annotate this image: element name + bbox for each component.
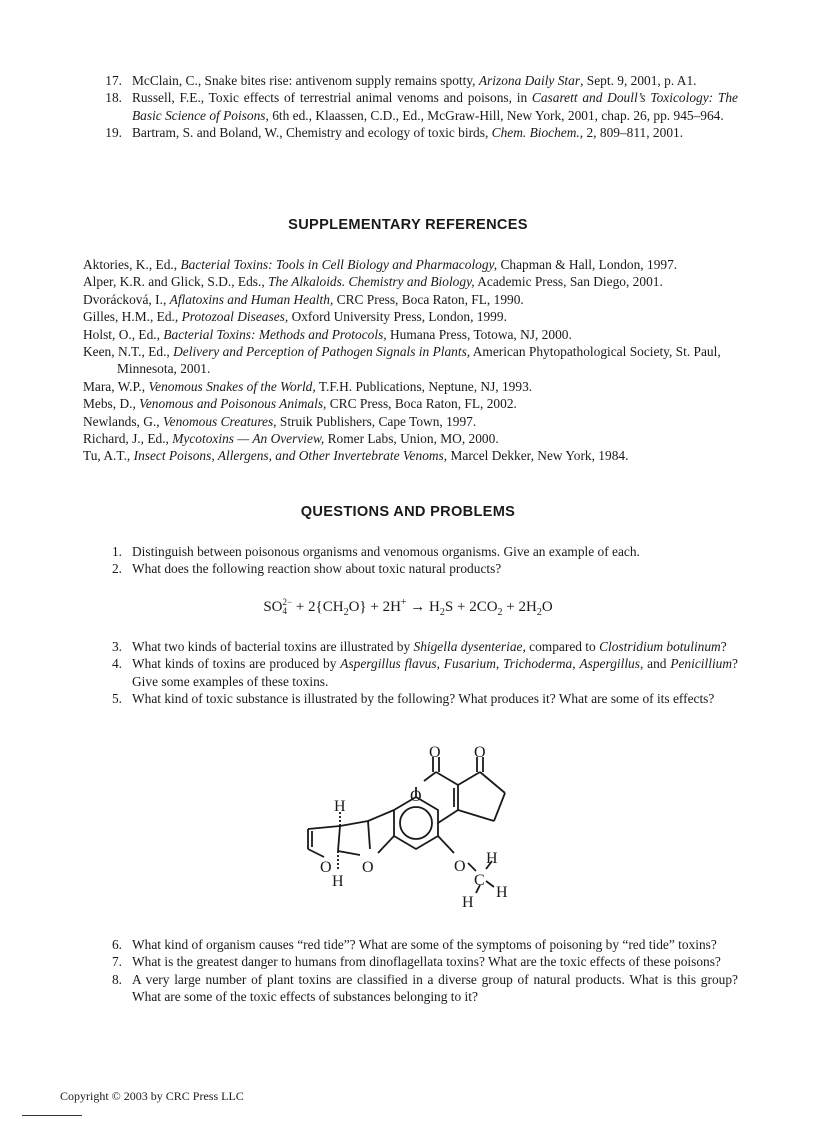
question-3: 3. What two kinds of bacterial toxins are illustrated by Shigella dysenteriae, compared to Clostridium botulinum? — [111, 639, 727, 654]
question-1: 1. Distinguish between poisonous organisms and venomous organisms. Give an example of each. — [111, 544, 640, 559]
supplementary-reference: Gilles, H.M., Ed., Protozoal Diseases, Oxford University Press, London, 1999. — [83, 309, 507, 325]
question-7: 7. What is the greatest danger to humans from dinoflagellata toxins? What are the toxic effects of these poisons? — [111, 954, 721, 970]
aromatic-circle — [400, 807, 432, 839]
questions-heading: QUESTIONS AND PROBLEMS — [300, 504, 516, 520]
atom-label: C — [474, 872, 485, 889]
atom-label: O — [429, 745, 441, 761]
reference-number: 18. — [105, 90, 122, 106]
question-2: 2. What does the following reaction show about toxic natural products? — [111, 561, 502, 577]
question-6: 6. What kind of organism causes “red tide”? What are some of the symptoms of poisoning by “red tide” toxins? — [111, 937, 717, 952]
supplementary-references-heading: SUPPLEMENTARY REFERENCES — [288, 217, 528, 233]
supplementary-reference: Alper, K.R. and Glick, S.D., Eds., The Alkaloids. Chemistry and Biology, Academic Press, San Diego, 2001. — [83, 274, 663, 290]
supplementary-reference: Mebs, D., Venomous and Poisonous Animals, CRC Press, Boca Raton, FL, 2002. — [83, 396, 517, 412]
supplementary-reference: Aktories, K., Ed., Bacterial Toxins: Tools in Cell Biology and Pharmacology, Chapman & Hall, London, 1997. — [83, 257, 678, 272]
supplementary-reference: Richard, J., Ed., Mycotoxins — An Overview, Romer Labs, Union, MO, 2000. — [83, 431, 499, 447]
supplementary-reference: Dvorácková, I., Aflatoxins and Human Health, CRC Press, Boca Raton, FL, 1990. — [83, 291, 524, 307]
atom-label: H — [486, 850, 498, 867]
atom-label: H — [334, 798, 346, 815]
atom-label: O — [320, 859, 332, 876]
atom-label: O — [410, 788, 422, 805]
reference-17: 17. McClain, C., Snake bites rise: antivenom supply remains spotty, Arizona Daily Star, Sept. 9, 2001, p. A1. — [92, 72, 738, 89]
atom-label: H — [332, 873, 344, 890]
supplementary-reference: Holst, O., Ed., Bacterial Toxins: Methods and Protocols, Humana Press, Totowa, NJ, 2000. — [83, 326, 572, 342]
atom-label: H — [496, 884, 508, 901]
atom-label: O — [454, 858, 466, 875]
supplementary-reference-list — [83, 256, 738, 465]
reference-19: 19. Bartram, S. and Boland, W., Chemistry and ecology of toxic birds, Chem. Biochem., 2, 809–811, 2001. — [92, 124, 738, 141]
supplementary-reference: Keen, N.T., Ed., Delivery and Perception of Pathogen Signals in Plants, American Phytopathological Society, St. Paul, Minnesota, 2001. — [83, 344, 721, 377]
atom-label: O — [474, 745, 486, 761]
supplementary-reference: Mara, W.P., Venomous Snakes of the World, T.F.H. Publications, Neptune, NJ, 1993. — [83, 378, 533, 394]
reference-list — [92, 72, 738, 141]
aflatoxin-structure — [298, 745, 528, 910]
question-list-2 — [92, 638, 738, 707]
reference-number: 19. — [105, 124, 122, 140]
reference-number: 17. — [105, 73, 122, 88]
reaction-equation: SO 2− 4 + $2\{CH_2O\} + 2H^+ \to H_2S + 2CO_2 + 2H_2O$ — [263, 597, 553, 618]
question-4: 4. What kinds of toxins are produced by Aspergillus flavus, Fusarium, Trichoderma, Aspergillus, and Penicillium? Give some examples of these toxins. — [111, 656, 738, 689]
question-list-1 — [92, 543, 738, 578]
supplementary-reference: Tu, A.T., Insect Poisons, Allergens, and Other Invertebrate Venoms, Marcel Dekker, New York, 1984. — [83, 448, 629, 464]
atom-label: H — [462, 894, 474, 910]
question-list-3 — [92, 936, 738, 1005]
atom-label: O — [362, 859, 374, 876]
question-5: 5. What kind of toxic substance is illustrated by the following? What produces it? What are some of its effects? — [111, 690, 715, 706]
footer-rule — [22, 1115, 82, 1116]
supplementary-reference: Newlands, G., Venomous Creatures, Struik Publishers, Cape Town, 1997. — [83, 413, 477, 429]
copyright-footer: Copyright © 2003 by CRC Press LLC — [60, 1089, 244, 1103]
question-8: 8. A very large number of plant toxins are classified in a diverse group of natural products. What is this group? What are some of the toxic effects of substances belonging to it? — [111, 971, 738, 1004]
reference-18: 18. Russell, F.E., Toxic effects of terrestrial animal venoms and poisons, in Casarett and Doull’s Toxicology: The Basic Science of Poisons, 6th ed., Klaassen, C.D., Ed., McGraw-Hill, New York, 2001, chap. 26, pp. 945–964. — [92, 89, 738, 124]
